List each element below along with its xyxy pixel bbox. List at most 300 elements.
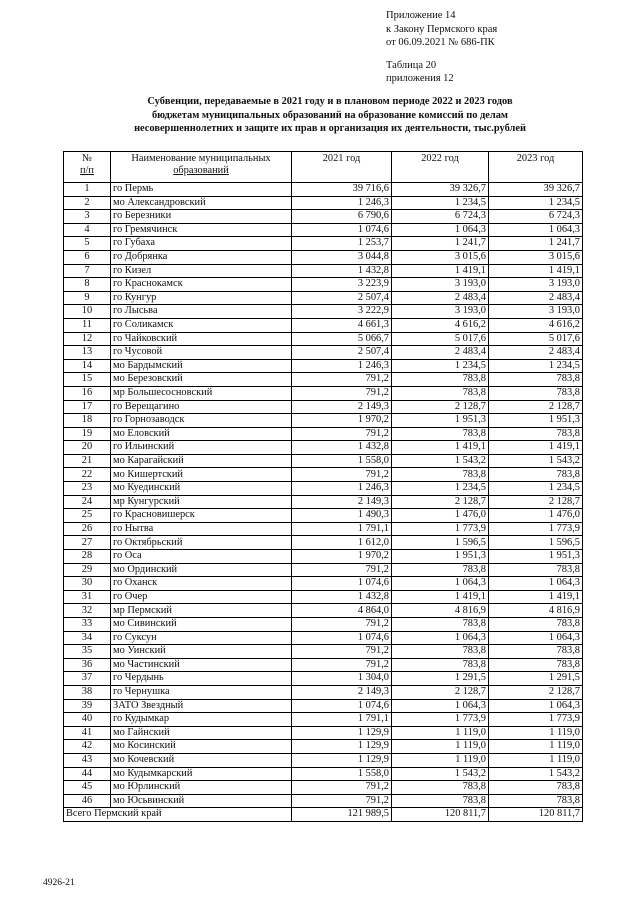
row-2021-cell: 3 044,8	[292, 250, 392, 264]
row-2023-cell: 783,8	[489, 468, 583, 482]
row-name-cell: го Пермь	[111, 183, 292, 197]
row-2023-cell: 1 064,3	[489, 577, 583, 591]
row-2021-cell: 1 558,0	[292, 454, 392, 468]
row-2021-cell: 1 970,2	[292, 414, 392, 428]
table-row	[64, 563, 583, 577]
appendix-line: Приложение 14	[386, 10, 456, 21]
row-2023-cell: 783,8	[489, 373, 583, 387]
row-name-cell: мо Бардымский	[111, 359, 292, 373]
row-2022-cell: 1 241,7	[392, 237, 489, 251]
header-name	[111, 152, 292, 183]
row-name-cell: го Чердынь	[111, 672, 292, 686]
row-2021-cell: 4 661,3	[292, 318, 392, 332]
table-row	[64, 183, 583, 197]
table-row	[64, 386, 583, 400]
row-name-cell: мо Частинский	[111, 658, 292, 672]
row-name-cell: мо Косинский	[111, 740, 292, 754]
row-2023-cell: 1 773,9	[489, 522, 583, 536]
row-number-cell: 13	[64, 346, 111, 360]
table-row	[64, 781, 583, 795]
table-row	[64, 658, 583, 672]
row-2023-cell: 1 951,3	[489, 550, 583, 564]
row-number-cell: 28	[64, 550, 111, 564]
table-row	[64, 414, 583, 428]
row-name-cell: ЗАТО Звездный	[111, 699, 292, 713]
table-row	[64, 550, 583, 564]
row-2021-cell: 1 074,6	[292, 223, 392, 237]
table-row	[64, 672, 583, 686]
row-2021-cell: 2 507,4	[292, 346, 392, 360]
row-name-cell: мо Кудымкарский	[111, 767, 292, 781]
row-2023-cell: 5 017,6	[489, 332, 583, 346]
row-2023-cell: 1 951,3	[489, 414, 583, 428]
row-number-cell: 9	[64, 291, 111, 305]
row-2021-cell: 791,2	[292, 563, 392, 577]
row-name-cell: го Кунгур	[111, 291, 292, 305]
row-number-cell: 34	[64, 631, 111, 645]
row-2023-cell: 6 724,3	[489, 210, 583, 224]
row-name-cell: го Чайковский	[111, 332, 292, 346]
row-name-cell: го Чусовой	[111, 346, 292, 360]
row-number-cell: 7	[64, 264, 111, 278]
row-number-cell: 42	[64, 740, 111, 754]
row-2023-cell: 1 419,1	[489, 441, 583, 455]
total-row	[64, 808, 583, 822]
row-number-cell: 11	[64, 318, 111, 332]
row-2022-cell: 1 951,3	[392, 550, 489, 564]
row-2021-cell: 1 253,7	[292, 237, 392, 251]
row-2023-cell: 1 419,1	[489, 264, 583, 278]
table-row	[64, 577, 583, 591]
row-2023-cell: 1 119,0	[489, 753, 583, 767]
header-number	[64, 152, 111, 183]
row-name-cell: го Суксун	[111, 631, 292, 645]
row-2022-cell: 1 419,1	[392, 264, 489, 278]
row-2023-cell: 1 234,5	[489, 359, 583, 373]
row-number-cell: 36	[64, 658, 111, 672]
row-2023-cell: 1 064,3	[489, 631, 583, 645]
row-2023-cell: 783,8	[489, 427, 583, 441]
row-2022-cell: 2 128,7	[392, 495, 489, 509]
table-row	[64, 726, 583, 740]
table-row	[64, 305, 583, 319]
row-name-cell: го Верещагино	[111, 400, 292, 414]
row-2023-cell: 783,8	[489, 618, 583, 632]
row-name-cell: го Очер	[111, 590, 292, 604]
row-2023-cell: 2 128,7	[489, 400, 583, 414]
row-2021-cell: 39 716,6	[292, 183, 392, 197]
table-row	[64, 495, 583, 509]
appendix-line: Таблица 20	[386, 59, 437, 71]
row-2022-cell: 1 543,2	[392, 767, 489, 781]
row-name-cell: мо Кочевский	[111, 753, 292, 767]
header-2022: 2022 год	[392, 152, 489, 183]
row-2022-cell: 1 064,3	[392, 631, 489, 645]
table-row	[64, 332, 583, 346]
row-number-cell: 8	[64, 278, 111, 292]
table-row	[64, 794, 583, 808]
row-2022-cell: 3 015,6	[392, 250, 489, 264]
row-2023-cell: 4 816,9	[489, 604, 583, 618]
table-row	[64, 210, 583, 224]
row-name-cell: го Ильинский	[111, 441, 292, 455]
row-number-cell: 23	[64, 482, 111, 496]
table-row	[64, 631, 583, 645]
row-number-cell: 31	[64, 590, 111, 604]
row-2021-cell: 5 066,7	[292, 332, 392, 346]
row-2022-cell: 1 119,0	[392, 753, 489, 767]
row-name-cell: мо Березовский	[111, 373, 292, 387]
row-number-cell: 27	[64, 536, 111, 550]
row-number-cell: 43	[64, 753, 111, 767]
table-row	[64, 522, 583, 536]
row-2021-cell: 1 129,9	[292, 726, 392, 740]
title-line: несовершеннолетних и защите их прав и организация их деятельности, тыс.рублей	[134, 123, 526, 134]
row-2023-cell: 2 128,7	[489, 685, 583, 699]
row-2022-cell: 2 483,4	[392, 291, 489, 305]
row-2022-cell: 1 773,9	[392, 713, 489, 727]
row-name-cell: го Гремячинск	[111, 223, 292, 237]
row-2023-cell: 3 193,0	[489, 305, 583, 319]
table-row	[64, 278, 583, 292]
row-number-cell: 21	[64, 454, 111, 468]
row-2022-cell: 5 017,6	[392, 332, 489, 346]
row-2022-cell: 1 419,1	[392, 590, 489, 604]
row-name-cell: го Красновишерск	[111, 509, 292, 523]
row-2021-cell: 1 129,9	[292, 753, 392, 767]
row-2021-cell: 3 222,9	[292, 305, 392, 319]
row-name-cell: мо Кишертский	[111, 468, 292, 482]
row-2022-cell: 1 119,0	[392, 726, 489, 740]
row-name-cell: го Оса	[111, 550, 292, 564]
document-title	[70, 95, 590, 136]
row-number-cell: 6	[64, 250, 111, 264]
row-2023-cell: 783,8	[489, 645, 583, 659]
title-line: Субвенции, передаваемые в 2021 году и в плановом периоде 2022 и 2023 годов	[147, 96, 513, 107]
row-2023-cell: 1 291,5	[489, 672, 583, 686]
row-number-cell: 33	[64, 618, 111, 632]
row-2021-cell: 791,2	[292, 386, 392, 400]
row-2023-cell: 1 234,5	[489, 482, 583, 496]
table-row	[64, 237, 583, 251]
row-2023-cell: 39 326,7	[489, 183, 583, 197]
row-number-cell: 1	[64, 183, 111, 197]
row-2023-cell: 783,8	[489, 781, 583, 795]
table-row	[64, 196, 583, 210]
table-row	[64, 400, 583, 414]
header-number-line2: п/п	[79, 165, 94, 177]
row-2022-cell: 783,8	[392, 645, 489, 659]
table-row	[64, 645, 583, 659]
row-name-cell: го Добрянка	[111, 250, 292, 264]
row-2022-cell: 1 234,5	[392, 482, 489, 496]
row-2023-cell: 2 128,7	[489, 495, 583, 509]
row-number-cell: 38	[64, 685, 111, 699]
row-name-cell: го Кизел	[111, 264, 292, 278]
row-2021-cell: 1 074,6	[292, 699, 392, 713]
row-number-cell: 39	[64, 699, 111, 713]
table-row	[64, 291, 583, 305]
table-row	[64, 536, 583, 550]
row-2022-cell: 6 724,3	[392, 210, 489, 224]
row-number-cell: 17	[64, 400, 111, 414]
row-name-cell: го Лысьва	[111, 305, 292, 319]
table-row	[64, 699, 583, 713]
row-2023-cell: 783,8	[489, 563, 583, 577]
row-2021-cell: 1 074,6	[292, 577, 392, 591]
row-2022-cell: 1 951,3	[392, 414, 489, 428]
row-2023-cell: 1 234,5	[489, 196, 583, 210]
row-number-cell: 29	[64, 563, 111, 577]
header-number-line1: №	[82, 153, 92, 164]
row-2023-cell: 1 064,3	[489, 699, 583, 713]
row-2023-cell: 1 119,0	[489, 726, 583, 740]
row-2023-cell: 2 483,4	[489, 346, 583, 360]
row-2023-cell: 1 596,5	[489, 536, 583, 550]
appendix-line: к Закону Пермского края	[386, 23, 498, 35]
row-name-cell: го Березники	[111, 210, 292, 224]
row-2022-cell: 1 543,2	[392, 454, 489, 468]
row-name-cell: го Чернушка	[111, 685, 292, 699]
row-2021-cell: 791,2	[292, 781, 392, 795]
row-2022-cell: 2 128,7	[392, 400, 489, 414]
row-2021-cell: 791,2	[292, 794, 392, 808]
row-2023-cell: 1 543,2	[489, 767, 583, 781]
row-2023-cell: 1 773,9	[489, 713, 583, 727]
row-name-cell: мо Александровский	[111, 196, 292, 210]
row-number-cell: 44	[64, 767, 111, 781]
row-number-cell: 32	[64, 604, 111, 618]
table-row	[64, 454, 583, 468]
row-2022-cell: 783,8	[392, 618, 489, 632]
row-2023-cell: 3 015,6	[489, 250, 583, 264]
row-2021-cell: 791,2	[292, 468, 392, 482]
row-name-cell: мо Юрлинский	[111, 781, 292, 795]
row-number-cell: 2	[64, 196, 111, 210]
table-body	[64, 183, 583, 808]
row-2021-cell: 1 246,3	[292, 482, 392, 496]
row-2021-cell: 2 149,3	[292, 495, 392, 509]
row-number-cell: 15	[64, 373, 111, 387]
row-name-cell: мо Карагайский	[111, 454, 292, 468]
table-row	[64, 767, 583, 781]
row-2021-cell: 791,2	[292, 427, 392, 441]
appendix-line: приложения 12	[386, 73, 454, 84]
row-2022-cell: 1 234,5	[392, 359, 489, 373]
row-2023-cell: 1 476,0	[489, 509, 583, 523]
row-name-cell: го Октябрьский	[111, 536, 292, 550]
row-2022-cell: 1 064,3	[392, 223, 489, 237]
row-2021-cell: 1 612,0	[292, 536, 392, 550]
table-row	[64, 264, 583, 278]
footer-code: 4926-21	[43, 878, 75, 888]
header-name-line1: Наименование муниципальных	[131, 153, 271, 164]
row-number-cell: 25	[64, 509, 111, 523]
header-name-line2: образований	[173, 165, 229, 177]
row-2021-cell: 2 149,3	[292, 400, 392, 414]
total-label: Всего Пермский край	[64, 808, 292, 822]
row-2022-cell: 783,8	[392, 563, 489, 577]
table-row	[64, 590, 583, 604]
total-2022: 120 811,7	[392, 808, 489, 822]
row-2021-cell: 791,2	[292, 645, 392, 659]
total-2023: 120 811,7	[489, 808, 583, 822]
row-2021-cell: 1 074,6	[292, 631, 392, 645]
row-2021-cell: 1 432,8	[292, 264, 392, 278]
row-2023-cell: 2 483,4	[489, 291, 583, 305]
row-number-cell: 19	[64, 427, 111, 441]
row-number-cell: 30	[64, 577, 111, 591]
row-2021-cell: 791,2	[292, 373, 392, 387]
row-2021-cell: 1 970,2	[292, 550, 392, 564]
row-2023-cell: 1 419,1	[489, 590, 583, 604]
row-2023-cell: 783,8	[489, 794, 583, 808]
row-number-cell: 46	[64, 794, 111, 808]
row-name-cell: мо Уинский	[111, 645, 292, 659]
row-number-cell: 24	[64, 495, 111, 509]
row-name-cell: мр Пермский	[111, 604, 292, 618]
table-row	[64, 618, 583, 632]
table-row	[64, 604, 583, 618]
row-number-cell: 40	[64, 713, 111, 727]
row-2022-cell: 2 483,4	[392, 346, 489, 360]
row-number-cell: 22	[64, 468, 111, 482]
row-name-cell: го Кудымкар	[111, 713, 292, 727]
row-2022-cell: 783,8	[392, 658, 489, 672]
appendix-note	[386, 9, 497, 86]
row-2022-cell: 1 291,5	[392, 672, 489, 686]
table-row	[64, 713, 583, 727]
row-number-cell: 26	[64, 522, 111, 536]
row-number-cell: 12	[64, 332, 111, 346]
row-2021-cell: 1 791,1	[292, 522, 392, 536]
table-row	[64, 740, 583, 754]
row-2023-cell: 1 241,7	[489, 237, 583, 251]
row-name-cell: го Нытва	[111, 522, 292, 536]
row-number-cell: 3	[64, 210, 111, 224]
row-2021-cell: 6 790,6	[292, 210, 392, 224]
row-number-cell: 20	[64, 441, 111, 455]
row-2023-cell: 783,8	[489, 658, 583, 672]
row-2021-cell: 1 304,0	[292, 672, 392, 686]
row-name-cell: го Краснокамск	[111, 278, 292, 292]
row-2022-cell: 1 596,5	[392, 536, 489, 550]
row-name-cell: го Горнозаводск	[111, 414, 292, 428]
row-number-cell: 16	[64, 386, 111, 400]
row-name-cell: мо Сивинский	[111, 618, 292, 632]
row-2022-cell: 1 064,3	[392, 699, 489, 713]
row-name-cell: го Оханск	[111, 577, 292, 591]
row-2022-cell: 783,8	[392, 468, 489, 482]
table-row	[64, 359, 583, 373]
row-2022-cell: 4 616,2	[392, 318, 489, 332]
row-name-cell: мр Большесосновский	[111, 386, 292, 400]
header-2023: 2023 год	[489, 152, 583, 183]
row-name-cell: мо Юсьвинский	[111, 794, 292, 808]
row-name-cell: мо Гайнский	[111, 726, 292, 740]
row-2021-cell: 2 507,4	[292, 291, 392, 305]
row-name-cell: мо Куединский	[111, 482, 292, 496]
row-2021-cell: 1 791,1	[292, 713, 392, 727]
row-name-cell: мо Ординский	[111, 563, 292, 577]
row-2021-cell: 1 432,8	[292, 590, 392, 604]
table-row	[64, 250, 583, 264]
row-2021-cell: 1 558,0	[292, 767, 392, 781]
row-2022-cell: 39 326,7	[392, 183, 489, 197]
row-2022-cell: 783,8	[392, 386, 489, 400]
row-2021-cell: 1 246,3	[292, 196, 392, 210]
table-row	[64, 509, 583, 523]
row-2021-cell: 1 432,8	[292, 441, 392, 455]
row-2023-cell: 3 193,0	[489, 278, 583, 292]
row-2022-cell: 783,8	[392, 427, 489, 441]
row-2022-cell: 4 816,9	[392, 604, 489, 618]
row-2022-cell: 3 193,0	[392, 305, 489, 319]
row-2022-cell: 1 064,3	[392, 577, 489, 591]
row-2021-cell: 791,2	[292, 618, 392, 632]
row-2022-cell: 1 234,5	[392, 196, 489, 210]
row-2021-cell: 2 149,3	[292, 685, 392, 699]
row-2022-cell: 1 476,0	[392, 509, 489, 523]
row-2021-cell: 3 223,9	[292, 278, 392, 292]
appendix-line: от 06.09.2021 № 686-ПК	[386, 37, 495, 48]
table-row	[64, 753, 583, 767]
table-row	[64, 685, 583, 699]
row-name-cell: го Губаха	[111, 237, 292, 251]
row-2021-cell: 791,2	[292, 658, 392, 672]
total-2021: 121 989,5	[292, 808, 392, 822]
row-2021-cell: 4 864,0	[292, 604, 392, 618]
title-line: бюджетам муниципальных образований на образование комиссий по делам	[151, 109, 509, 121]
table-row	[64, 482, 583, 496]
row-2022-cell: 1 773,9	[392, 522, 489, 536]
row-name-cell: го Соликамск	[111, 318, 292, 332]
row-2023-cell: 1 119,0	[489, 740, 583, 754]
row-number-cell: 10	[64, 305, 111, 319]
row-number-cell: 4	[64, 223, 111, 237]
row-2021-cell: 1 129,9	[292, 740, 392, 754]
row-2023-cell: 1 064,3	[489, 223, 583, 237]
row-number-cell: 37	[64, 672, 111, 686]
row-2022-cell: 1 419,1	[392, 441, 489, 455]
table-row	[64, 318, 583, 332]
table-row	[64, 223, 583, 237]
table-row	[64, 441, 583, 455]
row-2023-cell: 1 543,2	[489, 454, 583, 468]
row-name-cell: мо Еловский	[111, 427, 292, 441]
row-name-cell: мр Кунгурский	[111, 495, 292, 509]
table-row	[64, 346, 583, 360]
row-number-cell: 14	[64, 359, 111, 373]
row-number-cell: 41	[64, 726, 111, 740]
row-2022-cell: 783,8	[392, 781, 489, 795]
table-row	[64, 373, 583, 387]
row-2023-cell: 4 616,2	[489, 318, 583, 332]
row-2022-cell: 1 119,0	[392, 740, 489, 754]
row-2021-cell: 1 246,3	[292, 359, 392, 373]
row-2022-cell: 2 128,7	[392, 685, 489, 699]
row-2022-cell: 3 193,0	[392, 278, 489, 292]
row-2022-cell: 783,8	[392, 373, 489, 387]
row-2022-cell: 783,8	[392, 794, 489, 808]
table-row	[64, 427, 583, 441]
row-number-cell: 35	[64, 645, 111, 659]
subsidy-table	[63, 151, 583, 822]
row-number-cell: 45	[64, 781, 111, 795]
table-header-row	[64, 152, 583, 183]
row-number-cell: 5	[64, 237, 111, 251]
header-2021: 2021 год	[292, 152, 392, 183]
